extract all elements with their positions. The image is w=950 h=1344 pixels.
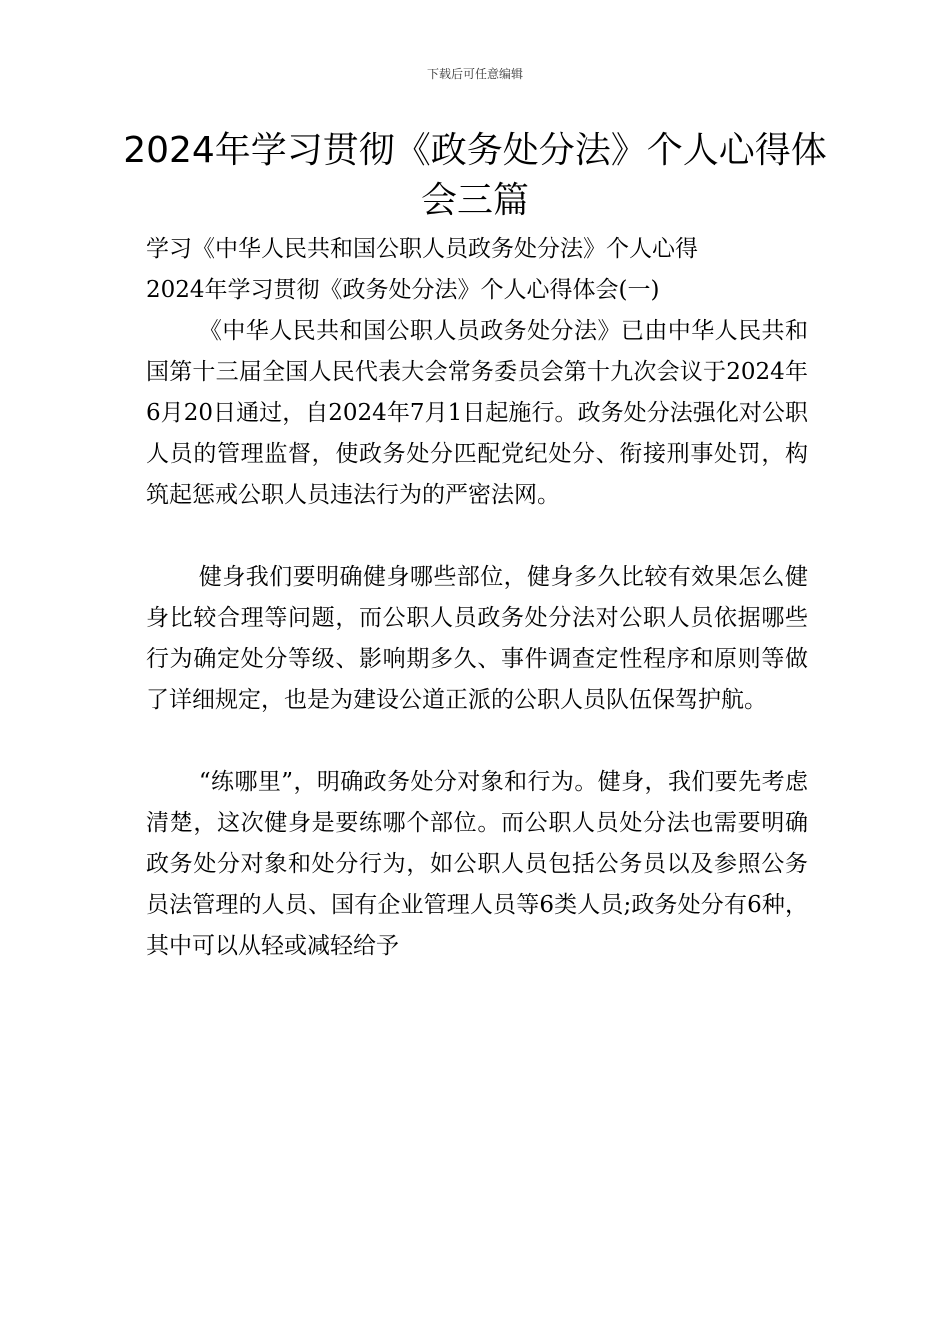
paragraph-2: 健身我们要明确健身哪些部位，健身多久比较有效果怎么健身比较合理等问题，而公职人员政务处分法对公职人员依据哪些行为确定处分等级、影响期多久、事件调查定性程序和原则等做了详细规定，也是为建设公道正派的公职人员队伍保驾护航。 — [146, 564, 808, 713]
paragraph-gap — [146, 516, 808, 557]
paragraph-1: 《中华人民共和国公职人员政务处分法》已由中华人民共和国第十三届全国人民代表大会常务委员会第十九次会议于2024年6月20日通过，自2024年7月1日起施行。政务处分法强化对公职人员的管理监督，使政务处分匹配党纪处分、衔接刑事处罚，构筑起惩戒公职人员违法行为的严密法网。 — [146, 318, 808, 508]
document-subtitle: 学习《中华人民共和国公职人员政务处分法》个人心得 — [146, 236, 698, 262]
document-title: 2024年学习贯彻《政务处分法》个人心得体会三篇 — [123, 130, 827, 221]
section-heading: 2024年学习贯彻《政务处分法》个人心得体会(一) — [146, 277, 660, 303]
header-note: 下载后可任意编辑 — [426, 67, 523, 81]
paragraph-3: “练哪里”，明确政务处分对象和行为。健身，我们要先考虑清楚，这次健身是要练哪个部位。而公职人员处分法也需要明确政务处分对象和处分行为，如公职人员包括公务员以及参照公务员法管理的人员、国有企业管理人员等6类人员;政务处分有6种，其中可以从轻或减轻给予 — [146, 769, 808, 959]
document-body — [146, 229, 808, 967]
paragraph-gap — [146, 721, 808, 762]
